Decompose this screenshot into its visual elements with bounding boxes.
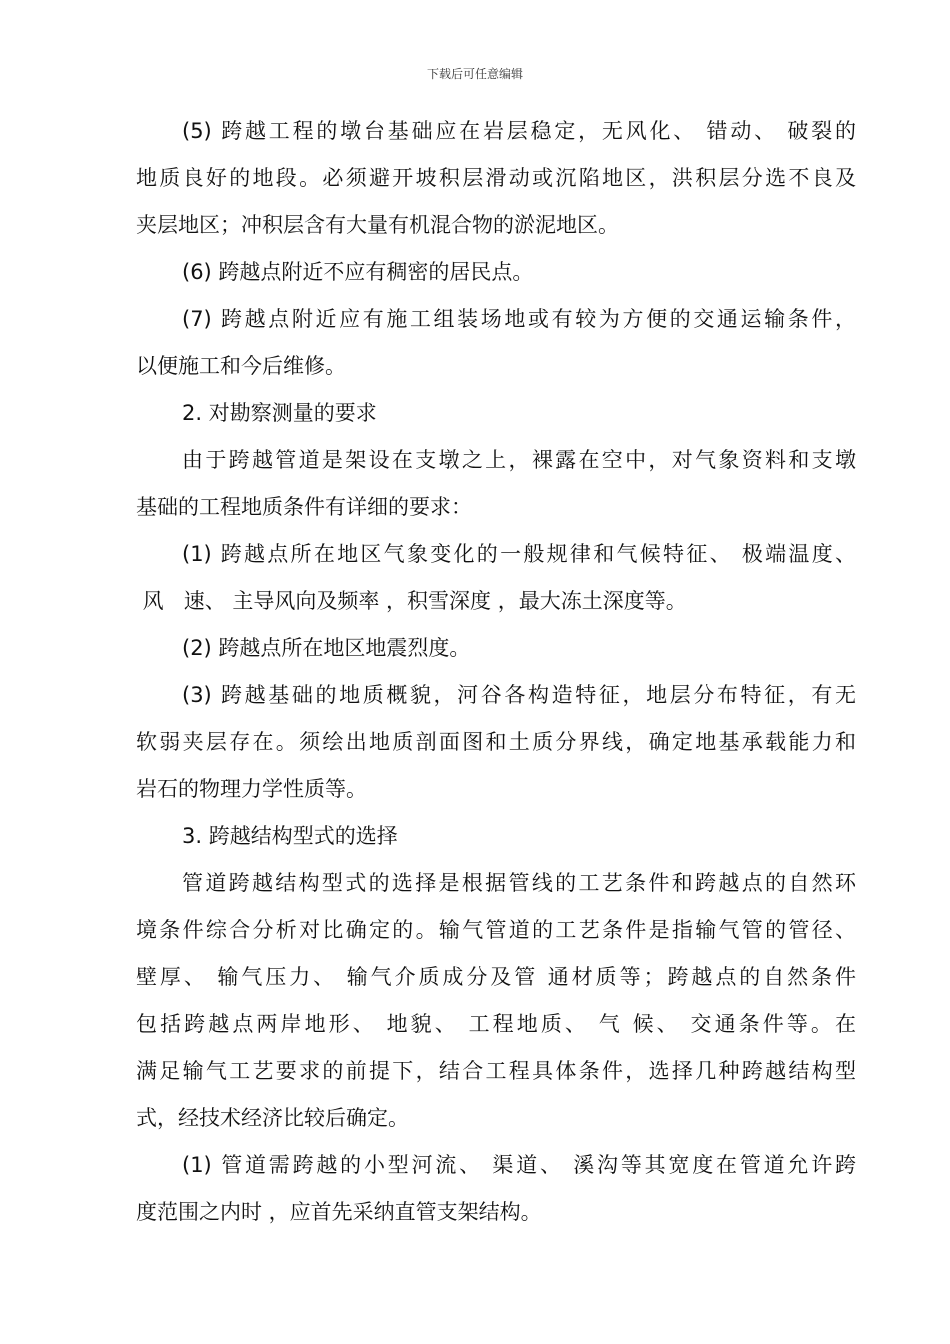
text-line: 度范围之内时 ，应首先采纳直管支架结构。 — [136, 1200, 542, 1224]
text-line: 风 速、 主导风向及频率 ，积雪深度 ，最大冻土深度等。 — [136, 589, 687, 613]
text-line: 壁厚、 输气压力、 输气介质成分及管 通材质等；跨越点的自然条件 — [136, 965, 856, 989]
page-header-note: 下载后可任意编辑 — [426, 67, 523, 81]
text-line: (1) 管道需跨越的小型河流、 渠道、 溪沟等其宽度在管道允许跨 — [182, 1153, 856, 1177]
text-line: 以便施工和今后维修。 — [136, 354, 346, 378]
text-line: 式，经技术经济比较后确定。 — [136, 1106, 409, 1130]
document-body — [136, 108, 856, 1236]
text-line: (1) 跨越点所在地区气象变化的一般规律和气候特征、 极端温度、 — [182, 542, 856, 566]
text-line: 软弱夹层存在。须绘出地质剖面图和土质分界线，确定地基承载能力和 — [136, 730, 856, 754]
text-line: 岩石的物理力学性质等。 — [136, 777, 367, 801]
text-line: 基础的工程地质条件有详细的要求： — [136, 495, 472, 519]
section-heading: 3. 跨越结构型式的选择 — [182, 824, 398, 848]
text-line: (6) 跨越点附近不应有稠密的居民点。 — [182, 260, 534, 284]
text-line: 地质良好的地段。必须避开坡积层滑动或沉陷地区，洪积层分选不良及 — [136, 166, 856, 190]
text-line: (2) 跨越点所在地区地震烈度。 — [182, 636, 471, 660]
text-line: (3) 跨越基础的地质概貌，河谷各构造特征，地层分布特征，有无 — [182, 683, 856, 707]
section-heading: 2. 对勘察测量的要求 — [182, 401, 377, 425]
text-line: (5) 跨越工程的墩台基础应在岩层稳定，无风化、 错动、 破裂的 — [182, 119, 856, 143]
text-line: 管道跨越结构型式的选择是根据管线的工艺条件和跨越点的自然环 — [182, 871, 856, 895]
text-line: 包括跨越点两岸地形、 地貌、 工程地质、 气 候、 交通条件等。在 — [136, 1012, 856, 1036]
text-line: (7) 跨越点附近应有施工组装场地或有较为方便的交通运输条件， — [182, 307, 856, 331]
text-line: 夹层地区；冲积层含有大量有机混合物的淤泥地区。 — [136, 213, 619, 237]
text-line: 满足输气工艺要求的前提下，结合工程具体条件，选择几种跨越结构型 — [136, 1059, 856, 1083]
text-line: 由于跨越管道是架设在支墩之上，裸露在空中，对气象资料和支墩 — [182, 448, 856, 472]
text-line: 境条件综合分析对比确定的。输气管道的工艺条件是指输气管的管径、 — [136, 918, 856, 942]
